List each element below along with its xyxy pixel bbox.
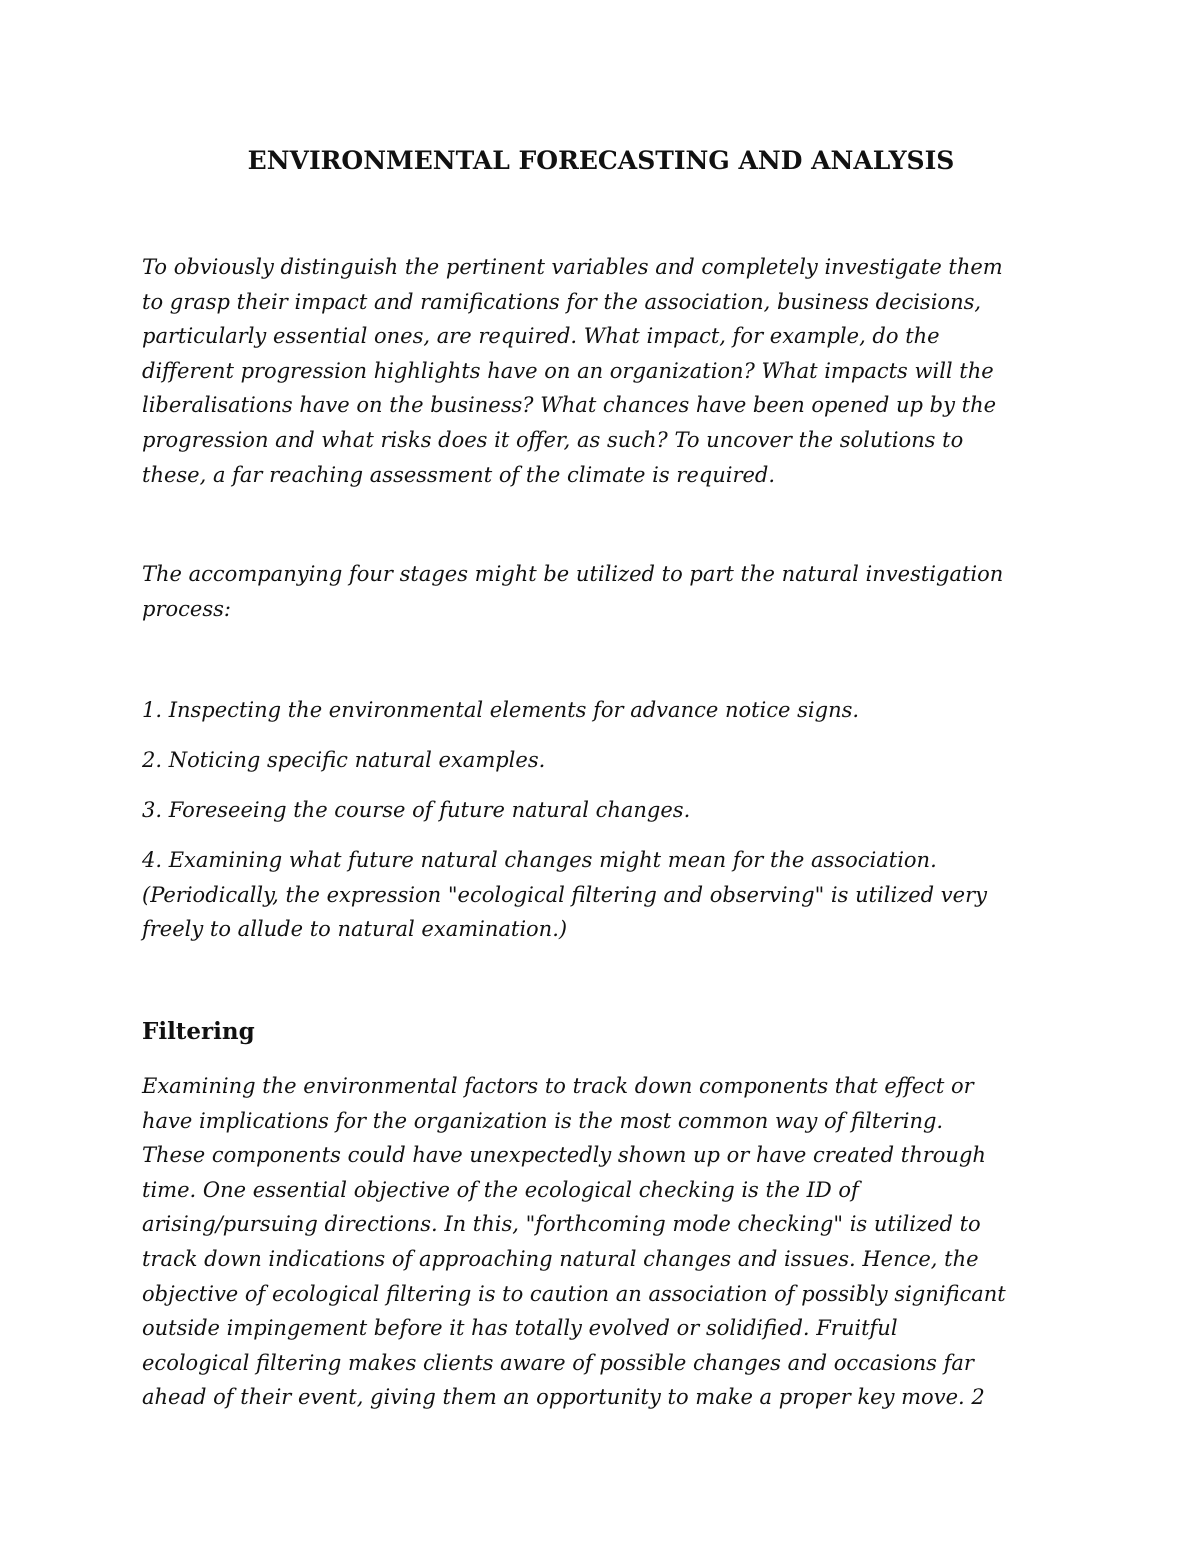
stage-item-2: 2. Noticing specific natural examples. — [142, 748, 546, 773]
stage-item-1: 1. Inspecting the environmental elements for advance notice signs. — [142, 698, 860, 723]
stages-intro-paragraph: The accompanying four stages might be utilized to part the natural investigation process: — [142, 562, 1004, 621]
stage-item-4: 4. Examining what future natural changes might mean for the association. (Periodically, the expression "ecological filtering and observing" is utilized very freely to allude to natural examination.) — [142, 848, 987, 942]
intro-paragraph: To obviously distinguish the pertinent variables and completely investigate them to grasp their impact and ramifications for the association, business decisions, particularly essential ones, are required. What impact, for example, do the different progression highlights have on an organization? What impacts will the liberalisations have on the business? What chances have been opened up by the progression and what risks does it offer, as such? To uncover the solutions to these, a far reaching assessment of the climate is required. — [142, 255, 1003, 487]
document-title: ENVIRONMENTAL FORECASTING AND ANALYSIS — [247, 146, 955, 175]
filtering-paragraph: Examining the environmental factors to track down components that effect or have implications for the organization is the most common way of filtering. These components could have unexpectedly shown up or have created through time. One essential objective of the ecological checking is the ID of arising/pursuing directions. In this, "forthcoming mode checking" is utilized to track down indications of approaching natural changes and issues. Hence, the objective of ecological filtering is to caution an association of possibly significant outside impingement before it has totally evolved or solidified. Fruitful ecological filtering makes clients aware of possible changes and occasions far ahead of their event, giving them an opportunity to make a proper key move. 2 — [142, 1074, 1006, 1410]
stage-item-3: 3. Foreseeing the course of future natural changes. — [142, 798, 691, 823]
filtering-heading: Filtering — [142, 1018, 255, 1046]
stage-list — [142, 693, 1060, 947]
